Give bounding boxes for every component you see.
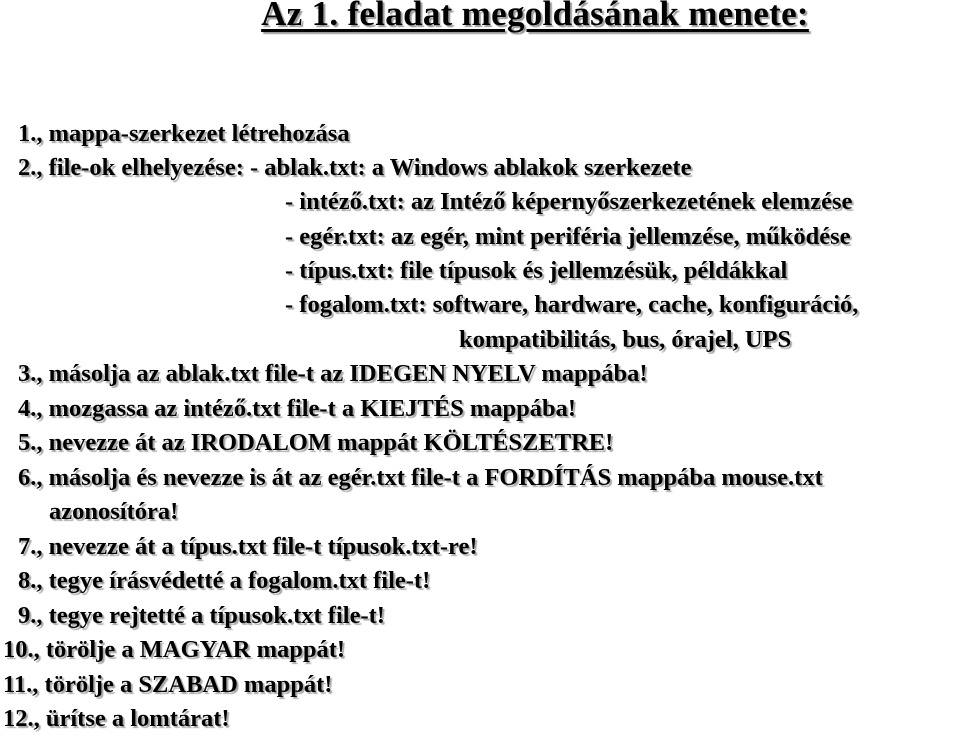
item-number: 11., — [3, 671, 39, 698]
list-item — [285, 256, 787, 286]
item-number: 3., — [18, 360, 43, 387]
item-text: file-ok elhelyezése: - ablak.txt: a Windows ablakok szerkezete — [42, 154, 692, 181]
item-text: tegye rejtetté a típusok.txt file-t! — [42, 602, 385, 629]
item-number: 4., — [18, 395, 43, 422]
item-text: azonosítóra! — [49, 498, 179, 525]
item-number: 1., — [18, 120, 43, 147]
item-text: törölje a SZABAD mappát! — [38, 671, 333, 698]
item-text: mozgassa az intéző.txt file-t a KIEJTÉS mappába! — [42, 395, 577, 422]
item-text: ürítse a lomtárat! — [39, 705, 230, 732]
list-item — [18, 359, 648, 389]
item-text: tegye írásvédetté a fogalom.txt file-t! — [42, 567, 431, 594]
item-text: törölje a MAGYAR mappát! — [39, 636, 346, 663]
list-item — [18, 428, 613, 458]
item-text: - típus.txt: file típusok és jellemzésük, példákkal — [285, 257, 788, 284]
item-number: 10., — [3, 636, 40, 663]
item-text: - egér.txt: az egér, mint periféria jellemzése, működése — [285, 223, 851, 250]
list-item — [3, 704, 230, 734]
list-item — [285, 290, 858, 320]
item-number: 7., — [18, 533, 43, 560]
item-text: kompatibilitás, bus, órajel, UPS — [459, 326, 792, 353]
list-item — [49, 497, 178, 527]
item-text: nevezze át a típus.txt file-t típusok.txt-re! — [42, 533, 478, 560]
item-number: 9., — [18, 602, 43, 629]
item-number: 2., — [18, 154, 43, 181]
page-title: Az 1. feladat megoldásának menete: — [261, 0, 809, 33]
list-item — [3, 635, 345, 665]
item-number: 12., — [3, 705, 40, 732]
list-item — [285, 187, 852, 217]
list-item — [18, 463, 823, 493]
list-item — [18, 394, 576, 424]
item-number: 8., — [18, 567, 43, 594]
list-item — [459, 325, 791, 355]
item-text: másolja és nevezze is át az egér.txt file-t a FORDÍTÁS mappába mouse.txt — [42, 464, 823, 491]
item-text: - intéző.txt: az Intéző képernyőszerkezetének elemzése — [285, 188, 853, 215]
item-text: nevezze át az IRODALOM mappát KÖLTÉSZETRE! — [42, 429, 614, 456]
list-item — [18, 119, 350, 149]
list-item — [18, 532, 478, 562]
list-item — [18, 153, 691, 183]
list-item — [18, 566, 430, 596]
item-number: 5., — [18, 429, 43, 456]
item-text: - fogalom.txt: software, hardware, cache, konfiguráció, — [285, 291, 859, 318]
item-text: mappa-szerkezet létrehozása — [42, 120, 350, 147]
list-item — [3, 670, 332, 700]
item-number: 6., — [18, 464, 43, 491]
list-item — [18, 601, 385, 631]
list-item — [285, 222, 851, 252]
item-text: másolja az ablak.txt file-t az IDEGEN NYELV mappába! — [42, 360, 648, 387]
